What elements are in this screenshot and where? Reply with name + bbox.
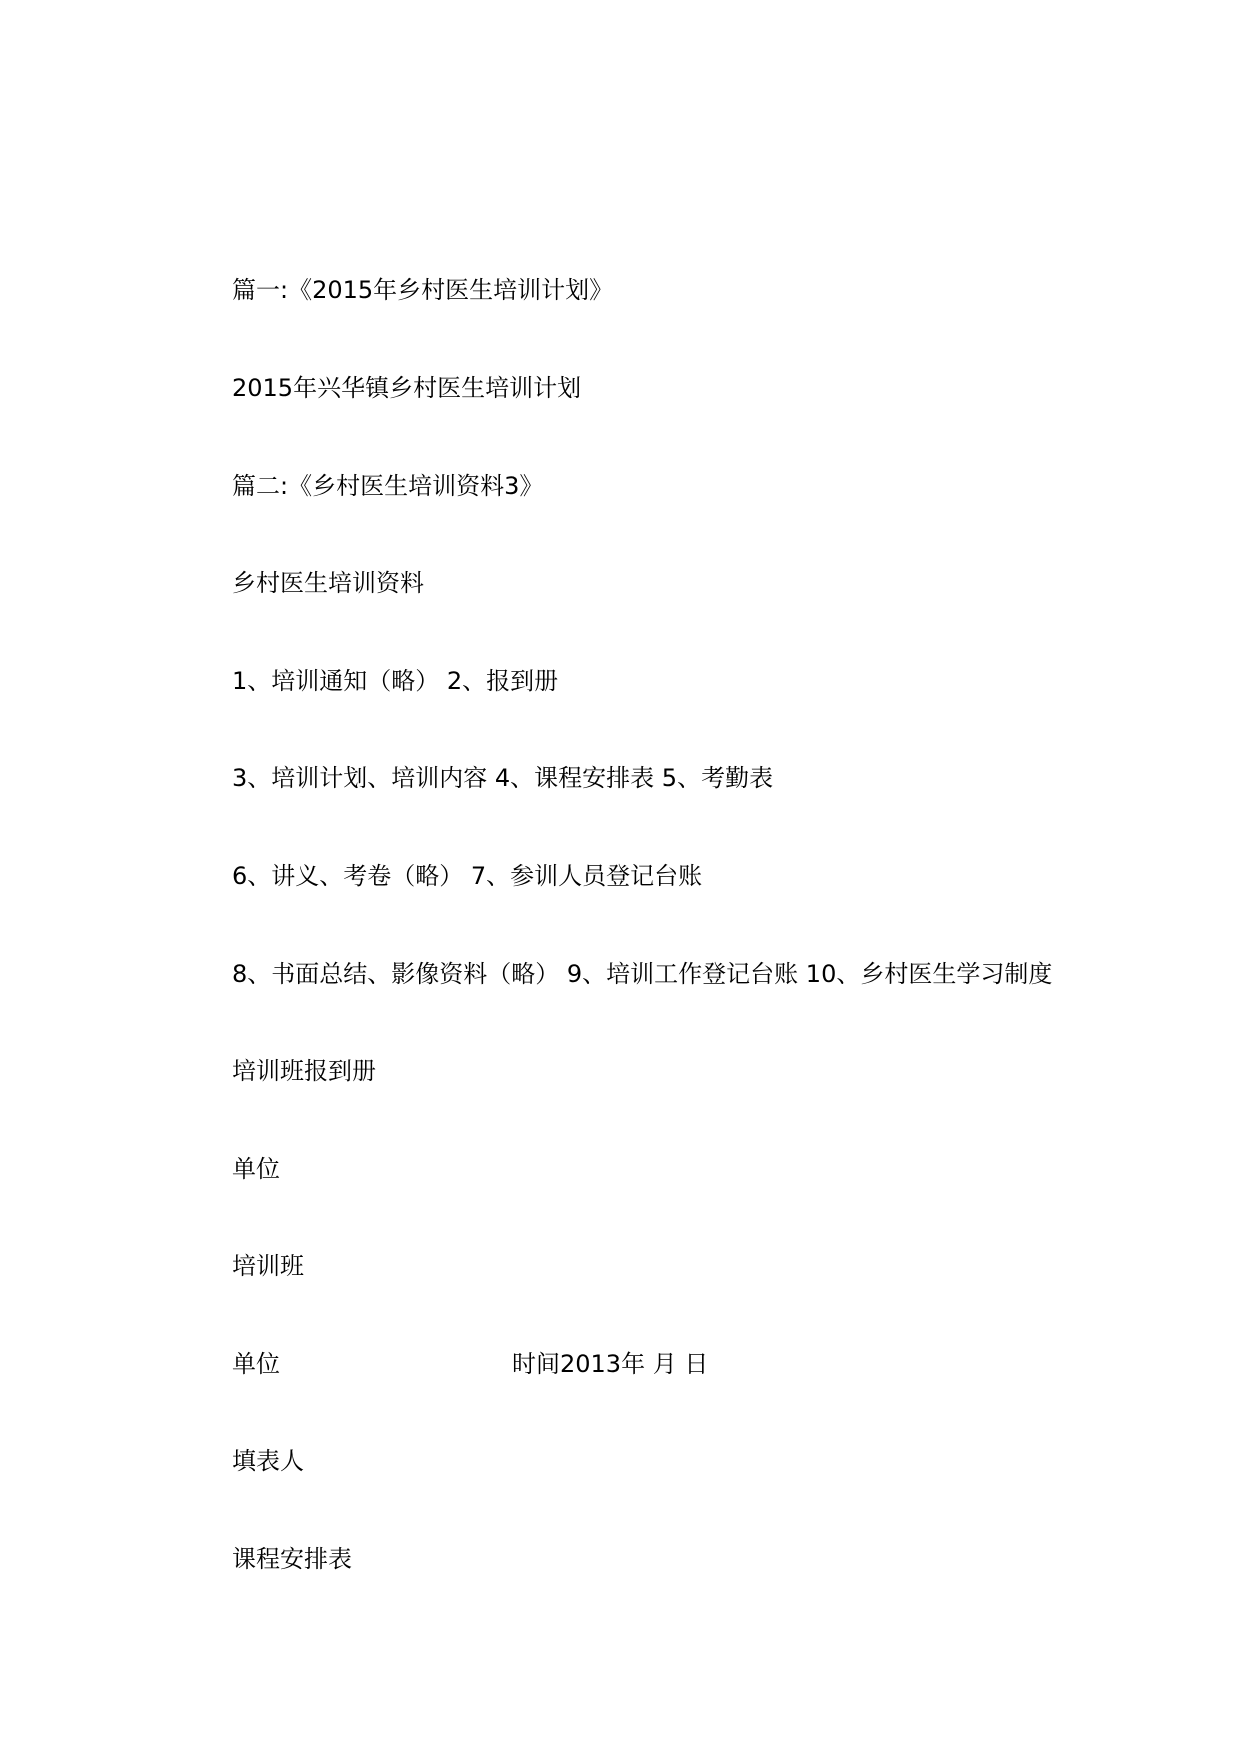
materials-list-line-2: 3、培训计划、培训内容 4、课程安排表 5、考勤表 (232, 764, 774, 792)
registration-book-title: 培训班报到册 (232, 1057, 376, 1085)
unit-time-row (232, 1348, 709, 1380)
materials-list-line-1: 1、培训通知（略） 2、报到册 (232, 667, 559, 695)
materials-list-line-4: 8、书面总结、影像资料（略） 9、培训工作登记台账 10、乡村医生学习制度 (232, 960, 1053, 988)
training-class-label: 培训班 (232, 1252, 304, 1280)
filler-label: 填表人 (232, 1447, 304, 1475)
training-plan-title: 2015年兴华镇乡村医生培训计划 (232, 374, 582, 402)
unit-time-row-time: 时间2013年 月 日 (512, 1350, 709, 1378)
unit-label: 单位 (232, 1155, 280, 1183)
unit-time-row-unit: 单位 (232, 1350, 280, 1378)
chapter-one-heading: 篇一:《2015年乡村医生培训计划》 (232, 276, 614, 304)
materials-list-line-3: 6、讲义、考卷（略） 7、参训人员登记台账 (232, 862, 703, 890)
chapter-two-heading: 篇二:《乡村医生培训资料3》 (232, 472, 544, 500)
schedule-title: 课程安排表 (232, 1545, 352, 1573)
training-materials-title: 乡村医生培训资料 (232, 569, 424, 597)
